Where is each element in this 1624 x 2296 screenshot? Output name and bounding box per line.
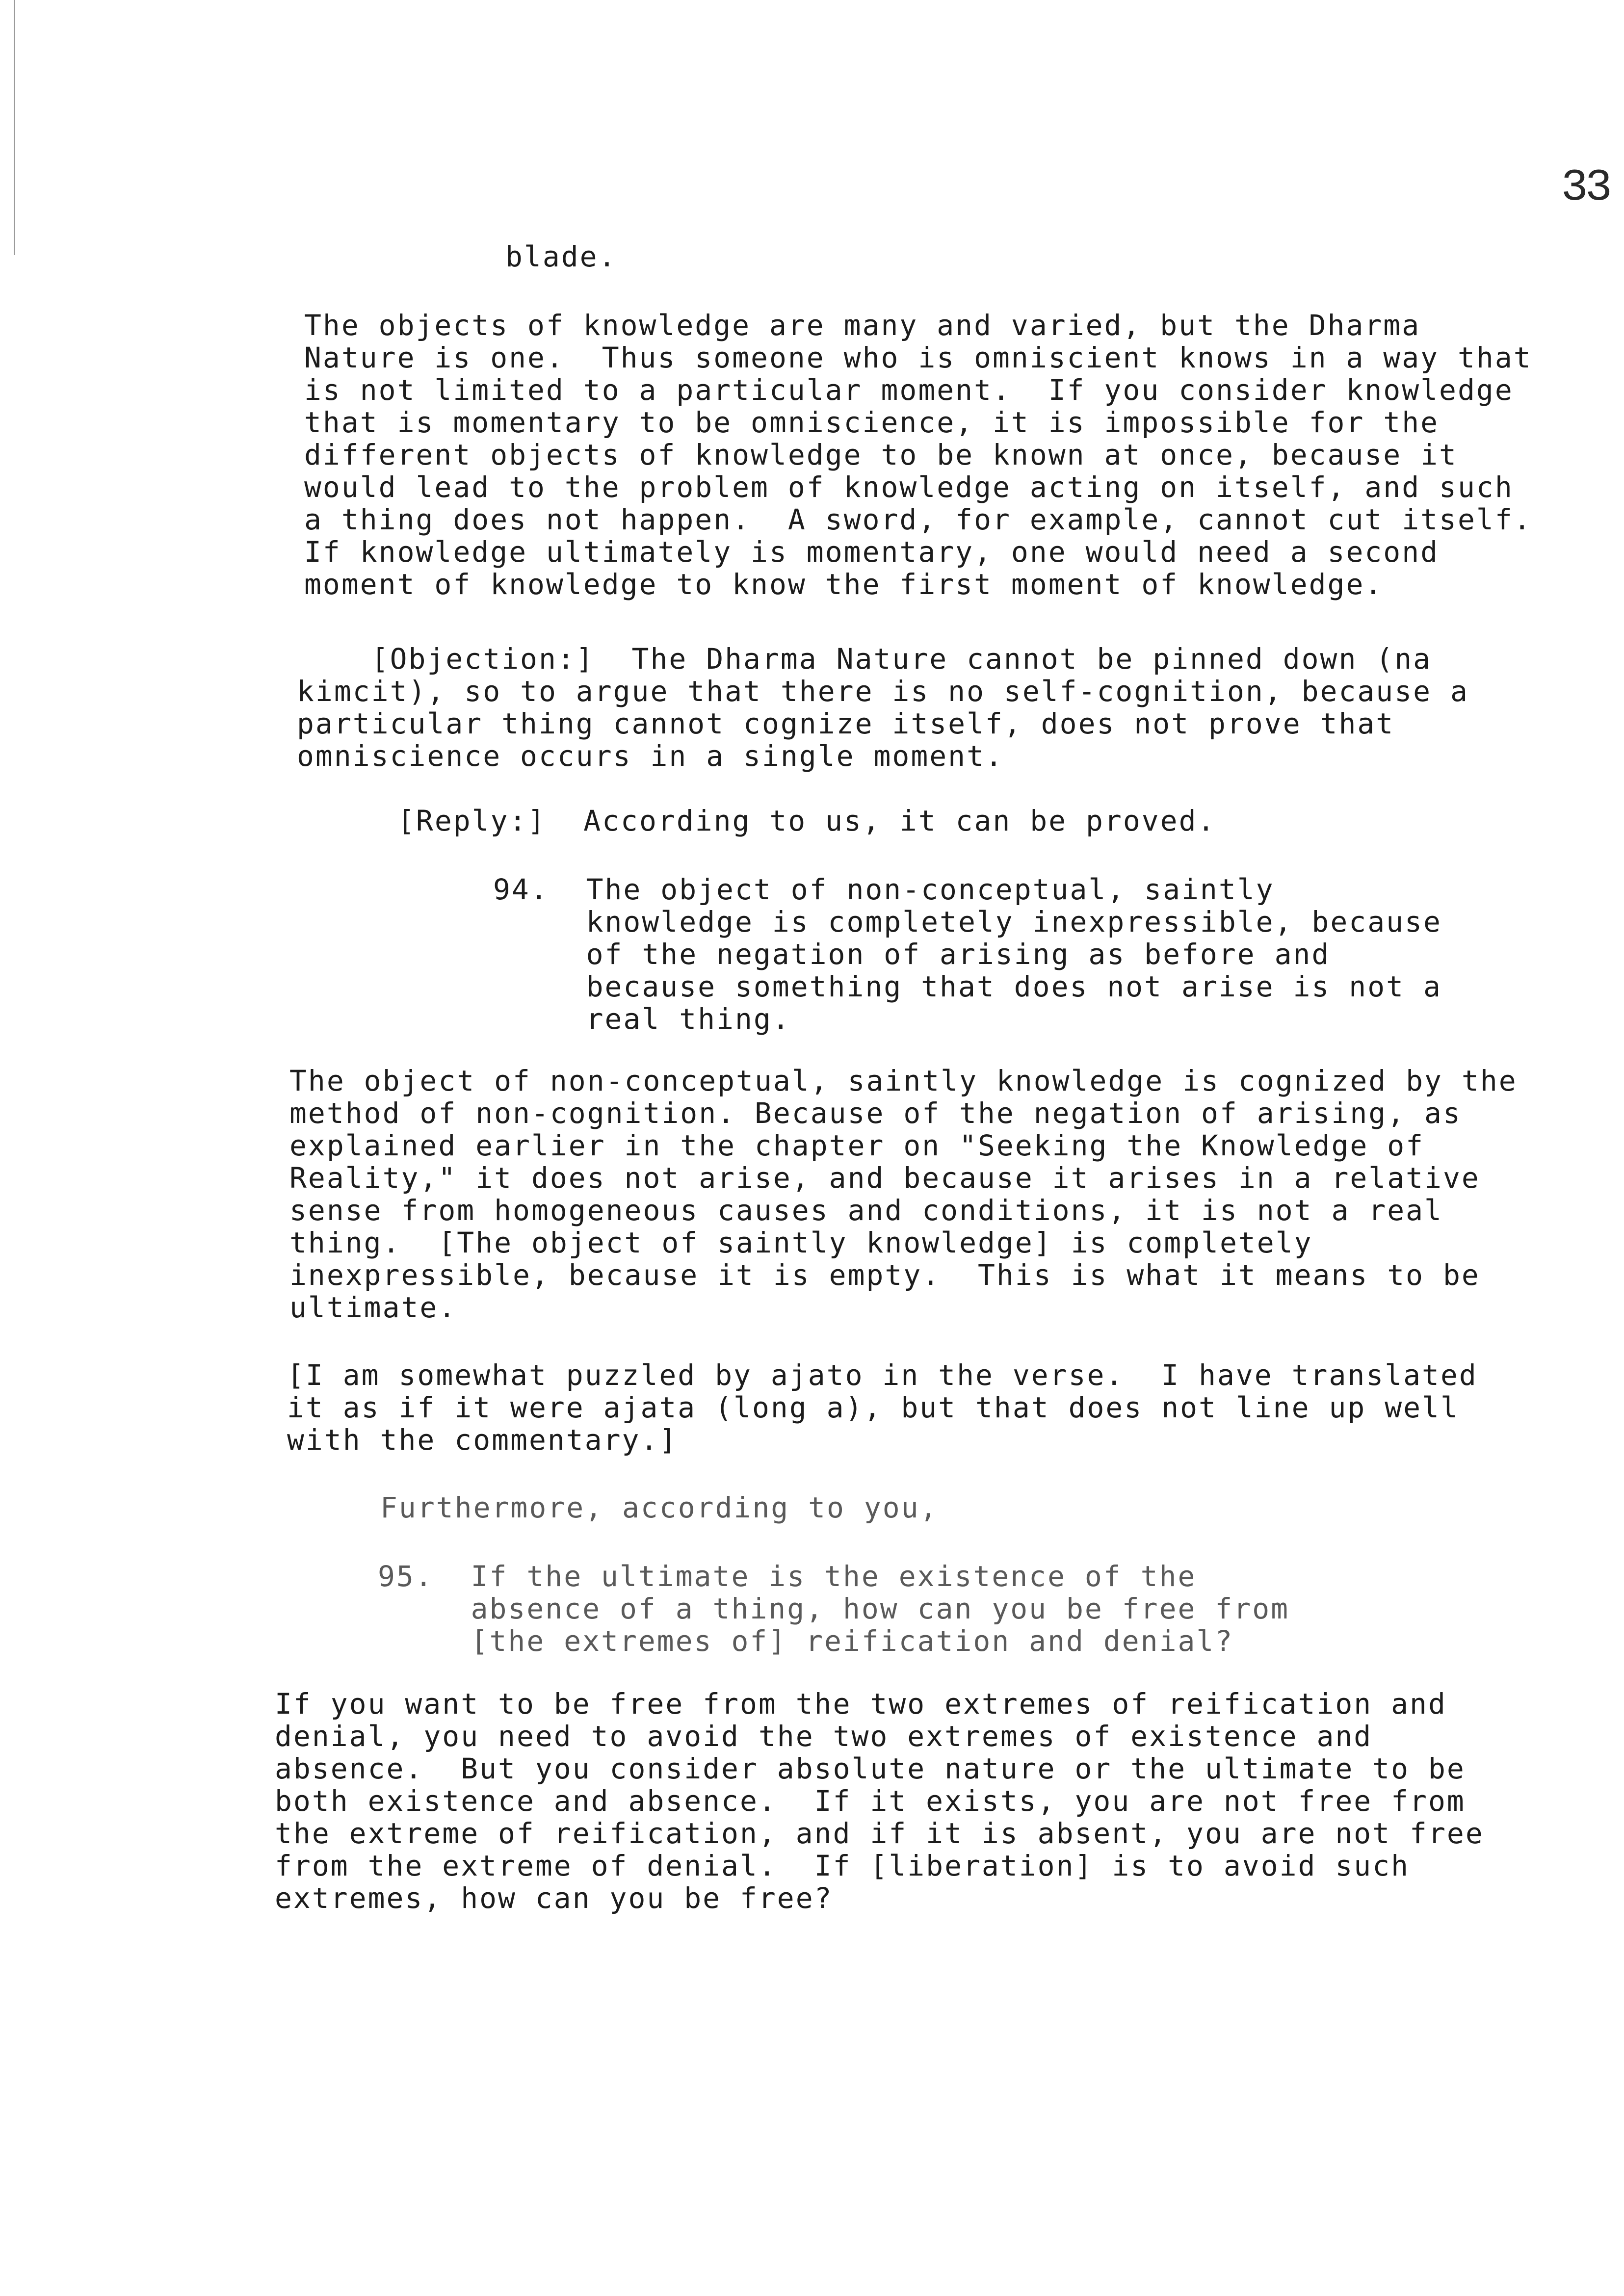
verse-94: 94. The object of non-conceptual, saintly knowledge is completely inexpressible, because of the negation of arising as before and because something that does not arise is not a real thing. bbox=[493, 873, 1442, 1036]
verse-95: 95. If the ultimate is the existence of the absence of a thing, how can you be free from [the extremes of] reification and denial? bbox=[378, 1560, 1290, 1658]
paragraph-furthermore: Furthermore, according to you, bbox=[380, 1491, 939, 1524]
page-number: 33 bbox=[1561, 162, 1609, 213]
paragraph-commentary-2: The object of non-conceptual, saintly knowledge is cognized by the method of non-cognition. Because of the negation of arising, as explained earlier in the chapter on "Seeking the Knowledge of Reality," it does not arise, and because it arises in a relative sense from homogeneous causes and conditions, it is not a real thing. [The object of saintly knowledge] is completely inexpressible, because it is empty. This is what it means to be ultimate. bbox=[289, 1064, 1518, 1324]
translator-note: [I am somewhat puzzled by ajato in the verse. I have translated it as if it were ajata (long a), but that does not line up well with the commentary.] bbox=[287, 1358, 1478, 1457]
paragraph-commentary-3: If you want to be free from the two extremes of reification and denial, you need to avoid the two extremes of existence and absence. But you consider absolute nature or the ultimate to be both existence and absence. If it exists, you are not free from the extreme of reification, and if it is absent, you are not free from the extreme of denial. If [liberation] is to avoid such extremes, how can you be free? bbox=[275, 1687, 1484, 1915]
paragraph-commentary-1: The objects of knowledge are many and varied, but the Dharma Nature is one. Thus someone who is omniscient knows in a way that is not limited to a particular moment. If you consider knowledge that is momentary to be omniscience, it is impossible for the different objects of knowledge to be known at once, because it would lead to the problem of knowledge acting on itself, and such a thing does not happen. A sword, for example, cannot cut itself. If knowledge ultimately is momentary, one would need a second moment of knowledge to know the first moment of knowledge. bbox=[304, 309, 1532, 601]
left-margin-line bbox=[14, 0, 15, 255]
paragraph-objection: [Objection:] The Dharma Nature cannot be pinned down (na kimcit), so to argue that there is no self-cognition, because a particular thing cannot cognize itself, does not prove that omniscience occurs in a single moment. bbox=[297, 642, 1469, 773]
paragraph-reply: [Reply:] According to us, it can be proved. bbox=[397, 804, 1216, 837]
paragraph-fragment: blade. bbox=[505, 240, 617, 273]
